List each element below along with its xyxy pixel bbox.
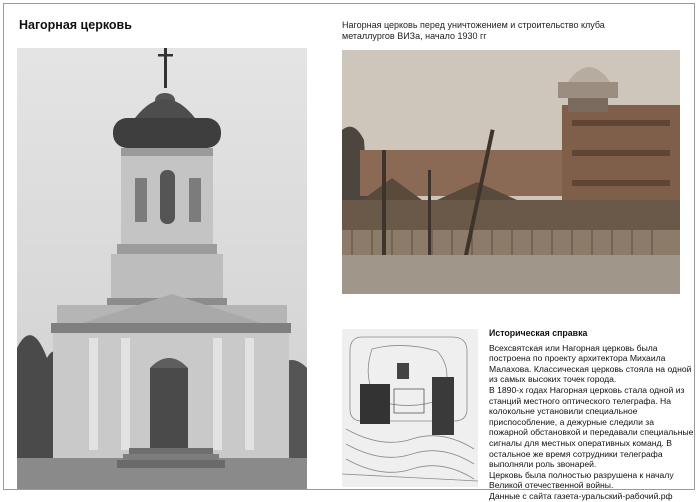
historical-note — [489, 328, 694, 502]
poster-frame — [3, 3, 695, 501]
site-plan-image — [342, 329, 478, 487]
club-construction-photo — [342, 50, 680, 294]
historical-note-paragraph: Всехсвятская или Нагорная церковь была построена по проекту архитектора Михаила Малахова. Классическая церковь стояла на одной из самых высоких точек города. — [489, 342, 692, 385]
photo-caption: Нагорная церковь перед уничтожением и строительство клуба металлургов ВИЗа, начало 1930 гг — [342, 20, 605, 41]
source-credit: Данные с сайта газета-уральский-рабочий.рф — [489, 490, 673, 501]
page-title: Нагорная церковь — [19, 18, 132, 32]
historical-note-paragraph: В 1890-х годах Нагорная церковь стала одной из станций местного оптического телеграфа. На колокольне установили специальное приспособление, а дежурные следили за пожарной обстановкой и передавали специальные сигналы для местных оперативных команд. В остальное же время сотрудники телеграфа выполняли роль звонарей. — [489, 384, 694, 470]
church-photo — [17, 48, 307, 489]
historical-note-heading: Историческая справка — [489, 328, 588, 338]
historical-note-paragraph: Церковь была полностью разрушена к началу Великой отечественной войны. — [489, 469, 674, 491]
